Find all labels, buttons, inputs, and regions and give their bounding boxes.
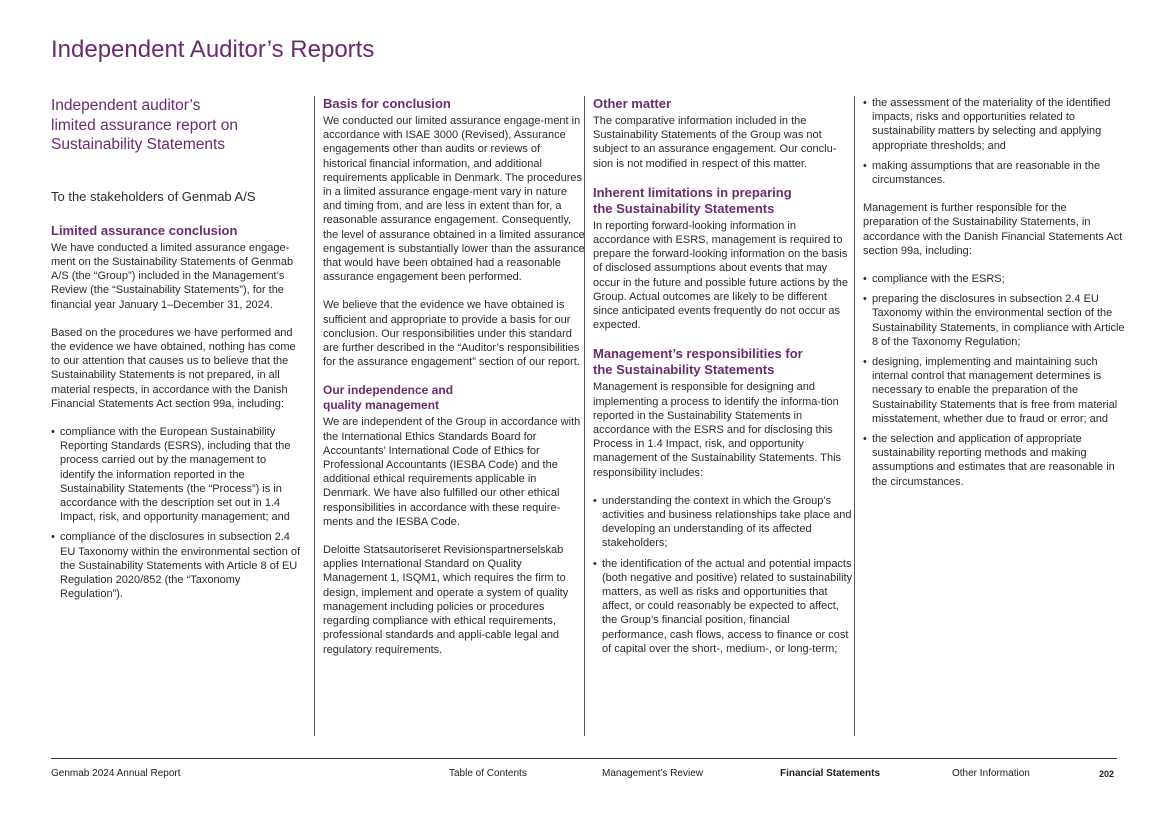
report-title-line: limited assurance report on [51, 116, 238, 134]
section-heading-limited-assurance-conclusion: Limited assurance conclusion [51, 222, 238, 238]
column-2 [314, 96, 585, 736]
paragraph: Management is further responsible for the preparation of the Sustainability Statements, in accordance with the Danish Financial Statements Act section 99a, including: [863, 202, 1123, 257]
report-title-line: Independent auditor’s [51, 97, 201, 114]
heading-line: Management’s responsibilities for [593, 346, 803, 362]
bullet-list [51, 425, 301, 601]
report-title [51, 96, 301, 155]
footer-link-managements-review[interactable]: Management’s Review [602, 768, 703, 779]
list-item: • preparing the disclosures in subsection 2.4 EU Taxonomy within the environmental section of the Sustainability Statements, in compliance with Article 8 of the Taxonomy Regulation; [863, 292, 1125, 349]
paragraph: We conducted our limited assurance engage-ment in accordance with ISAE 3000 (Revised), Assurance engagements other than audits or reviews of historical financial information, and additional requirements applicable in Denmark. The procedures in a limited assurance engage-ment vary in nature and timing from, and are less in extent than for, a reasonable assurance engagement. Consequently, the level of assurance obtained in a limited assurance engagement is substantially lower than the assurance that would have been obtained had a reasonable assurance engagement been performed. [323, 115, 585, 284]
section-heading-basis-for-conclusion: Basis for conclusion [323, 96, 451, 111]
paragraph: The comparative information included in the Sustainability Statements of the Group was not subject to an assurance engagement. Our conclu-sion is not modified in respect of this matter. [593, 115, 837, 170]
page-number: 202 [1099, 769, 1115, 779]
paragraph: Based on the procedures we have performed and the evidence we have obtained, nothing has come to our attention that causes us to believe that the Sustainability Statements is not prepared, in all material respects, in accordance with the Danish Financial Statements Act section 99a, including: [51, 326, 296, 410]
report-title-line: Sustainability Statements [51, 136, 226, 153]
paragraph: Management is responsible for designing and implementing a process to identify the informa-tion reported in the Sustainability Statements in accordance with the ESRS and for disclosing this Process in 1.4 Impact, risk, and opportunity management of the Sustainability Statements. This responsibility includes: [593, 381, 842, 479]
bullet-list [863, 272, 1125, 489]
list-item: • compliance with the European Sustainability Reporting Standards (ESRS), including that the process carried out by the management to identify the information reported in the Sustainability Statements (the “Process”) is in accordance with the description set out in 1.4 Impact, risk, and opportunity management; and [51, 425, 301, 524]
list-item: • the selection and application of appropriate sustainability reporting methods and making assumptions and estimates that are reasonable in the circumstances. [863, 432, 1125, 489]
paragraph: We have conducted a limited assurance engage-ment on the Sustainability Statements of Genmab A/S (the “Group”) included in the Management’s Review (the “Sustainability Statements”), for the financial year January 1–December 31, 2024. [51, 241, 294, 311]
footer-link-table-of-contents[interactable]: Table of Contents [449, 768, 527, 779]
column-1 [51, 96, 301, 615]
list-item: • compliance with the ESRS; [863, 272, 1125, 286]
column-3 [584, 96, 855, 736]
footer-brand: Genmab 2024 Annual Report [51, 768, 181, 779]
bullet-list [593, 494, 855, 656]
section-heading-inherent-limitations [593, 185, 855, 217]
list-item: • compliance of the disclosures in subsection 2.4 EU Taxonomy within the environmental section of the Sustainability Statements with Article 8 of EU Regulation 2020/852 (the “Taxonomy Regulation”). [51, 530, 301, 601]
bullet-list [863, 96, 1125, 187]
list-item: • understanding the context in which the Group’s activities and business relationships take place and developing an understanding of its affected stakeholders; [593, 494, 855, 551]
section-heading-management-responsibilities [593, 346, 855, 378]
section-heading-other-matter: Other matter [593, 96, 672, 111]
page-title: Independent Auditor’s Reports [51, 36, 375, 63]
footer-divider [51, 758, 1117, 759]
paragraph: We are independent of the Group in accordance with the International Ethics Standards Board for Accountants’ International Code of Ethics for Professional Accountants (IESBA Code) and the additional ethical requirements applicable in Denmark. We have also fulfilled our other ethical responsibilities in accordance with these require-ments and the IESBA Code. [323, 416, 581, 528]
heading-line: the Sustainability Statements [593, 200, 775, 216]
heading-line: Inherent limitations in preparing [593, 184, 792, 200]
heading-line: quality management [323, 398, 440, 413]
addressee: To the stakeholders of Genmab A/S [51, 188, 256, 204]
column-4 [854, 96, 1125, 736]
footer-link-other-information[interactable]: Other Information [952, 768, 1030, 779]
list-item: • making assumptions that are reasonable in the circumstances. [863, 159, 1125, 187]
paragraph: We believe that the evidence we have obtained is sufficient and appropriate to provide a basis for our conclusion. Our responsibilities under this standard are further described in the “Auditor’s responsibilities for the assurance engagement” section of our report. [323, 299, 580, 369]
heading-line: the Sustainability Statements [593, 362, 775, 378]
paragraph: Deloitte Statsautoriseret Revisionspartnerselskab applies International Standard on Quality Management 1, ISQM1, which requires the firm to design, implement and operate a system of quality management including policies or procedures regarding compliance with ethical requirements, professional standards and appli-cable legal and regulatory requirements. [323, 544, 569, 656]
list-item: • the assessment of the materiality of the identified impacts, risks and opportunities related to sustainability matters by selecting and applying appropriate thresholds; and [863, 96, 1125, 153]
section-heading-independence [323, 383, 585, 413]
footer-link-financial-statements[interactable]: Financial Statements [780, 768, 881, 779]
list-item: • the identification of the actual and potential impacts (both negative and positive) related to sustainability matters, as well as risks and opportunities that affect, or could reasonably be expected to affect, the Group’s financial position, financial performance, cash flows, access to finance or cost of capital over the short-, medium-, or long-term; [593, 557, 855, 656]
heading-line: Our independence and [323, 383, 454, 398]
paragraph: In reporting forward-looking information in accordance with ESRS, management is required to prepare the forward-looking information on the basis of disclosed assumptions about events that may occur in the future and possible future actions by the Group. Actual outcomes are likely to be different since anticipated events frequently do not occur as expected. [593, 219, 848, 332]
list-item: • designing, implementing and maintaining such internal control that management determines is necessary to enable the preparation of the Sustainability Statements that is free from material misstatement, whether due to fraud or error; and [863, 355, 1125, 426]
